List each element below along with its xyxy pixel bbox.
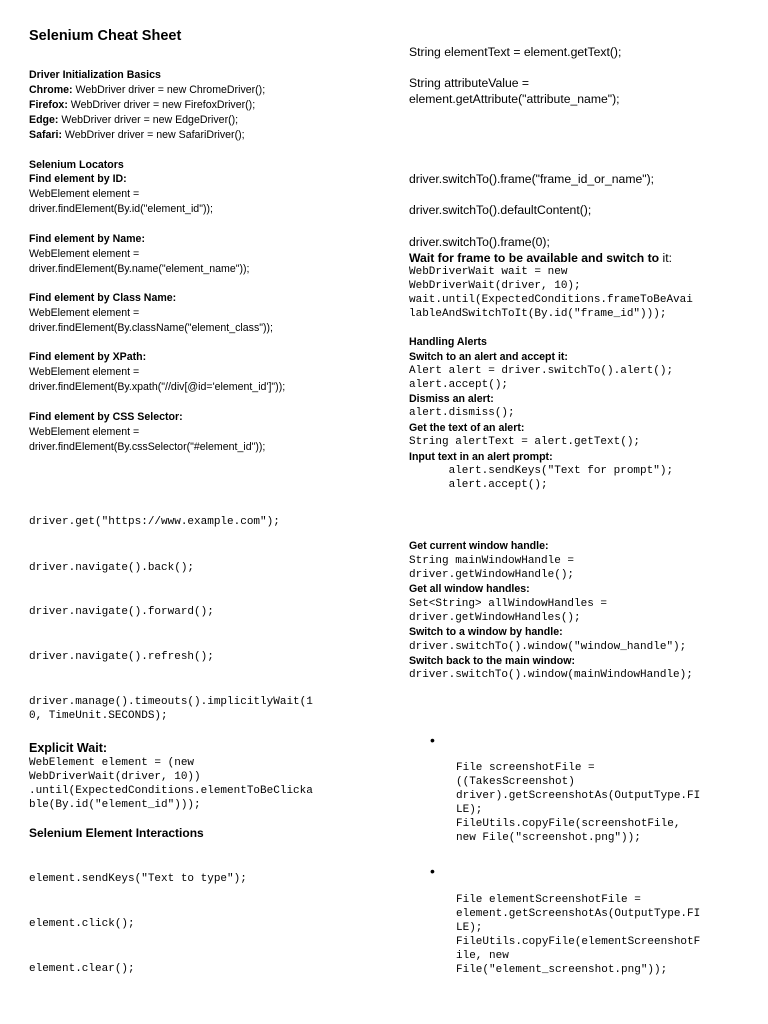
alert-prompt-label: Input text in an alert prompt: xyxy=(409,451,553,463)
window-switch-label: Switch to a window by handle: xyxy=(409,626,563,638)
alert-prompt-code: alert.sendKeys("Text for prompt"); alert.accept(); xyxy=(448,465,674,491)
locator-name: Find element by Name: WebElement element = driver.findElement(By.name("element_name")); xyxy=(29,233,250,275)
alert-accept-label: Switch to an alert and accept it: xyxy=(409,351,568,363)
screenshot-element-code: File elementScreenshotFile = element.getScreenshotAs(OutputType.FI LE); FileUtils.copyFile(elementScreenshotF ile, new File("element_screenshot.png")); xyxy=(456,894,701,976)
window-main-label: Switch back to the main window: xyxy=(409,655,575,667)
driver-init-heading: Driver Initialization Basics xyxy=(29,69,161,81)
explicit-wait-heading: Explicit Wait: xyxy=(29,741,108,755)
window-main-code: driver.switchTo().window(mainWindowHandle); xyxy=(409,669,693,681)
bullet-icon: • xyxy=(430,732,435,748)
locators-heading: Selenium Locators xyxy=(29,159,124,171)
frame-default-content: driver.switchTo().defaultContent(); xyxy=(409,203,592,217)
nav-back: driver.navigate().back(); xyxy=(29,562,195,574)
driver-init-edge: Edge: WebDriver driver = new EdgeDriver(); xyxy=(29,114,239,126)
bullet-icon: • xyxy=(430,863,435,879)
locator-id: Find element by ID: WebElement element = driver.findElement(By.id("element_id")); xyxy=(29,173,213,215)
window-all-label: Get all window handles: xyxy=(409,583,530,595)
alert-text-code: String alertText = alert.getText(); xyxy=(409,436,641,448)
alert-text-label: Get the text of an alert: xyxy=(409,422,525,434)
attribute-value-code: String attributeValue = element.getAttribute("attribute_name"); xyxy=(409,76,620,106)
frame-switch-name: driver.switchTo().frame("frame_id_or_name"); xyxy=(409,172,655,186)
screenshot-page-code: File screenshotFile = ((TakesScreenshot) driver).getScreenshotAs(OutputType.FI LE); FileUtils.copyFile(screenshotFile, new File("screenshot.png")); xyxy=(456,762,701,844)
alert-accept-code: Alert alert = driver.switchTo().alert(); alert.accept(); xyxy=(409,365,674,391)
locator-css: Find element by CSS Selector: WebElement element = driver.findElement(By.cssSelector("#element_id")); xyxy=(29,411,266,453)
locator-xpath: Find element by XPath: WebElement element = driver.findElement(By.xpath("//div[@id='element_id']")); xyxy=(29,351,286,393)
driver-init-firefox: Firefox: WebDriver driver = new FirefoxDriver(); xyxy=(29,99,256,111)
interaction-sendkeys: element.sendKeys("Text to type"); xyxy=(29,873,247,885)
element-text-code: String elementText = element.getText(); xyxy=(409,45,622,59)
frame-switch-index: driver.switchTo().frame(0); xyxy=(409,235,550,249)
interaction-click: element.click(); xyxy=(29,918,135,930)
interaction-clear: element.clear(); xyxy=(29,963,135,975)
locator-class-name: Find element by Class Name: WebElement element = driver.findElement(By.className("element_class")); xyxy=(29,292,273,334)
alerts-heading: Handling Alerts xyxy=(409,336,487,348)
frame-wait-code: WebDriverWait wait = new WebDriverWait(driver, 10); wait.until(ExpectedConditions.frameToBeAvai lableAndSwitchToIt(By.id("frame_id"))); xyxy=(409,266,693,320)
alert-dismiss-code: alert.dismiss(); xyxy=(409,407,515,419)
window-all-code: Set<String> allWindowHandles = driver.getWindowHandles(); xyxy=(409,598,608,624)
alert-dismiss-label: Dismiss an alert: xyxy=(409,393,494,405)
nav-forward: driver.navigate().forward(); xyxy=(29,606,214,618)
implicit-wait-code: driver.manage().timeouts().implicitlyWait(1 0, TimeUnit.SECONDS); xyxy=(29,696,313,722)
nav-get: driver.get("https://www.example.com"); xyxy=(29,516,280,528)
window-switch-code: driver.switchTo().window("window_handle"); xyxy=(409,641,687,653)
window-current-label: Get current window handle: xyxy=(409,540,549,552)
driver-init-chrome: Chrome: WebDriver driver = new ChromeDriver(); xyxy=(29,84,266,96)
explicit-wait-code: WebElement element = (new WebDriverWait(driver, 10)) .until(ExpectedConditions.elementToBeClicka ble(By.id("element_id"))); xyxy=(29,757,313,811)
frame-wait-heading: Wait for frame to be available and switch to it: xyxy=(409,251,672,265)
nav-refresh: driver.navigate().refresh(); xyxy=(29,651,214,663)
window-current-code: String mainWindowHandle = driver.getWindowHandle(); xyxy=(409,555,575,581)
interactions-heading: Selenium Element Interactions xyxy=(29,826,204,840)
page-title: Selenium Cheat Sheet xyxy=(29,28,182,44)
driver-init-safari: Safari: WebDriver driver = new SafariDriver(); xyxy=(29,129,245,141)
